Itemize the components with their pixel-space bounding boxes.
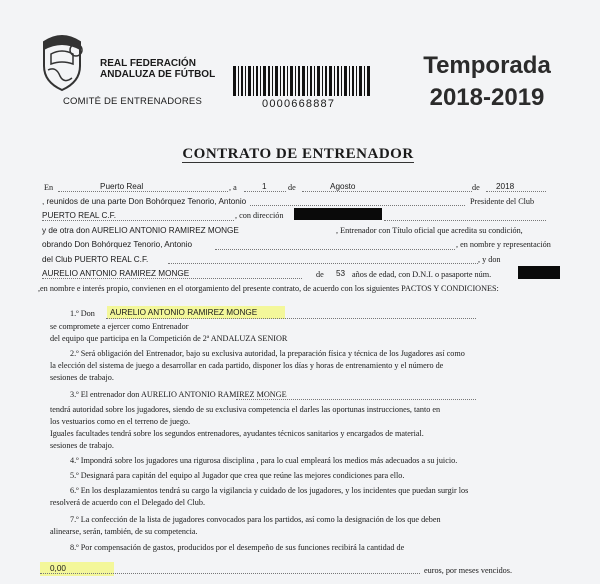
clause1-line2: se compromete a ejercer como Entrenador xyxy=(50,322,189,331)
season-years: 2018-2019 xyxy=(429,84,545,111)
clause5: 5.º Designará para capitán del equipo al Jugador que crea que reúne las mejores condiciones para ello. xyxy=(70,471,405,480)
federation-name-line2: ANDALUZA DE FÚTBOL xyxy=(100,69,216,80)
clause8-amount: 0,00 xyxy=(50,564,66,573)
text-del-club: del Club PUERTO REAL C.F. xyxy=(42,255,149,264)
day-value: 1 xyxy=(262,182,267,191)
clause7-line2: alinearse, serán, también, de su competencia. xyxy=(50,527,198,536)
text-en-nombre: , en nombre y representación xyxy=(456,240,551,249)
text-de: de xyxy=(288,183,296,192)
text-y-otra: y de otra don AURELIO ANTONIO RAMIREZ MONGE xyxy=(42,226,239,235)
text-obrando: obrando Don Bohórquez Tenorio, Antonio xyxy=(42,240,193,249)
clause3-line4: Iguales facultades tendrá sobre los segundos entrenadores, ayudantes técnicos sanitarios y encargados de material. xyxy=(50,429,424,438)
dotted-line xyxy=(168,263,478,264)
contract-title-text: CONTRATO DE ENTRENADOR xyxy=(182,146,414,162)
text-anos: años de edad, con D.N.I. o pasaporte núm. xyxy=(352,270,492,279)
clause3-line1: 3.º El entrenador don AURELIO ANTONIO RAMIREZ MONGE xyxy=(70,390,287,399)
dotted-line xyxy=(42,220,234,221)
federation-name xyxy=(100,58,215,80)
barcode-number: 0000668887 xyxy=(262,98,336,110)
year-value: 2018 xyxy=(496,182,515,191)
clause2-line1: 2.º Será obligación del Entrenador, bajo su exclusiva autoridad, la preparación física y técnica de los Jugadores así como xyxy=(70,349,465,358)
dotted-line xyxy=(40,573,420,574)
federation-name-line1: REAL FEDERACIÓN xyxy=(100,58,196,69)
text-reunidos: , reunidos de una parte Don Bohórquez Tenorio, Antonio xyxy=(42,197,247,206)
coach-name: AURELIO ANTONIO RAMIREZ MONGE xyxy=(42,269,190,278)
contract-title xyxy=(0,146,596,163)
dotted-line xyxy=(250,205,465,206)
dotted-line xyxy=(42,278,302,279)
dotted-line xyxy=(486,191,546,192)
dotted-line xyxy=(384,220,546,221)
text-nombre-interes: ,en nombre e interés propio, convienen en el otorgamiento del presente contrato, de acuerdo con los siguientes PACTOS Y CONDICIONES: xyxy=(38,284,499,293)
clause3-line3: los vestuarios como en el terreno de juego. xyxy=(50,417,191,426)
federation-logo-icon xyxy=(36,30,88,92)
text-con-direccion: , con dirección xyxy=(235,211,284,220)
clause3-line2: tendrá autoridad sobre los jugadores, siendo de su exclusiva competencia el darles las oportunas instrucciones, tanto en xyxy=(50,405,441,414)
dotted-line xyxy=(236,399,476,400)
barcode-icon xyxy=(233,66,371,96)
redacted-address xyxy=(294,208,382,220)
text-en: En xyxy=(44,183,54,192)
club-name: PUERTO REAL C.F. xyxy=(42,211,117,220)
clause1-prefix: 1.º Don xyxy=(70,309,95,318)
text-entrenador-titulo: , Entrenador con Título oficial que acredita su condición, xyxy=(336,226,523,235)
text-y-don: , y don xyxy=(478,255,501,264)
dotted-line xyxy=(215,249,455,250)
city-value: Puerto Real xyxy=(100,182,144,191)
clause6-line2: resolverá de acuerdo con el Delegado del Club. xyxy=(50,498,206,507)
clause2-line3: sesiones de trabajo. xyxy=(50,373,114,382)
text-de: de xyxy=(472,183,480,192)
text-presidente: Presidente del Club xyxy=(470,197,535,206)
text-de: de xyxy=(316,270,324,279)
dotted-line xyxy=(302,191,472,192)
committee-name: COMITÉ DE ENTRENADORES xyxy=(63,96,202,107)
clause8-line1: 8.º Por compensación de gastos, producidos por el desempeño de sus funciones recibirá la cantidad de xyxy=(70,543,405,552)
redacted-dni xyxy=(518,266,560,279)
clause1-line3: del equipo que participa en la Competición de 2ª ANDALUZA SENIOR xyxy=(50,334,288,343)
clause1-name: AURELIO ANTONIO RAMIREZ MONGE xyxy=(110,308,258,317)
clause3-line5: sesiones de trabajo. xyxy=(50,441,114,450)
clause8-line2: euros, por meses vencidos. xyxy=(424,566,512,575)
clause2-line2: la elección del sistema de juego a desarrollar en cada partido, disponer los días y horas de entrenamiento y el número de xyxy=(50,361,444,370)
dotted-line xyxy=(106,318,476,319)
month-value: Agosto xyxy=(330,182,356,191)
text-a: , a xyxy=(229,183,237,192)
clause4: 4.º Impondrá sobre los jugadores una rigurosa disciplina , para lo cual empleará los medios más adecuados a su juicio. xyxy=(70,456,458,465)
season-label: Temporada xyxy=(423,52,551,79)
age-value: 53 xyxy=(336,269,346,278)
clause6-line1: 6.º En los desplazamientos tendrá su cargo la vigilancia y cuidado de los jugadores, y los incidentes que puedan surgir los xyxy=(70,486,469,495)
clause7-line1: 7.º La confección de la lista de jugadores convocados para los partidos, así como la designación de los que deben xyxy=(70,515,441,524)
